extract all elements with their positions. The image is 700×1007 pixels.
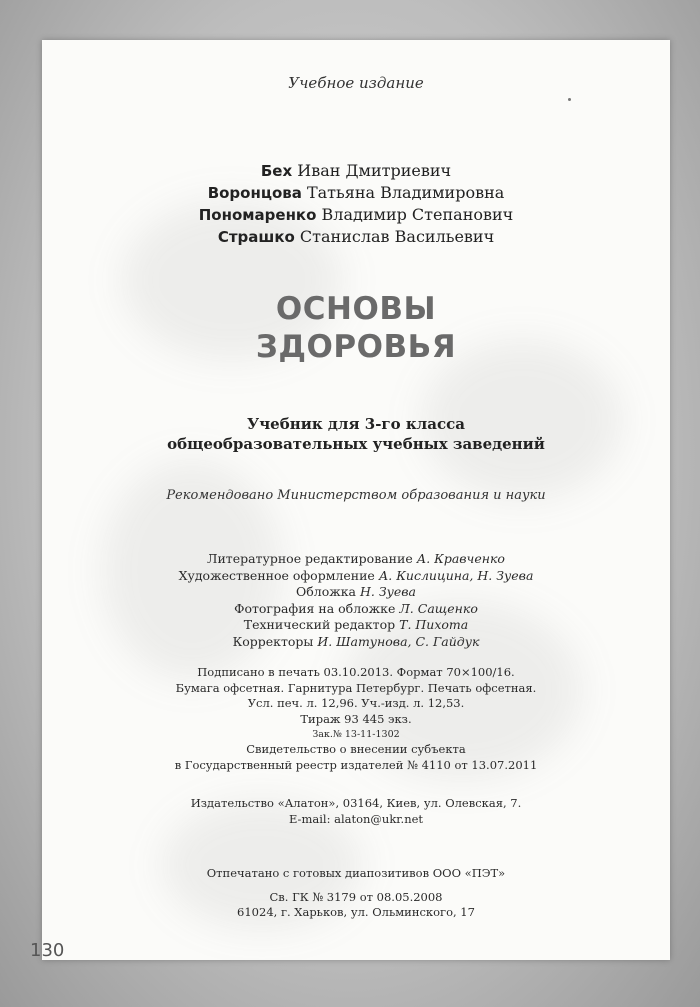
credit-line	[42, 634, 670, 651]
subtitle-line-1: Учебник для 3-го класса	[247, 415, 465, 433]
speck	[568, 98, 571, 101]
author-surname: Воронцова	[207, 184, 302, 202]
author-given-name: Владимир Степанович	[321, 205, 514, 224]
corner-page-number: 130	[30, 940, 65, 961]
authors-block	[42, 160, 670, 248]
credit-names: И. Шатунова, С. Гайдук	[317, 633, 480, 649]
author-given-name: Татьяна Владимировна	[306, 183, 505, 202]
author-given-name: Станислав Васильевич	[299, 227, 495, 246]
print-line: Усл. печ. л. 12,96. Уч.-изд. л. 12,53.	[247, 696, 465, 710]
credit-names: А. Кислицина, Н. Зуева	[378, 567, 534, 583]
credit-line	[42, 601, 670, 618]
credits-block	[42, 551, 670, 650]
credit-role: Фотография на обложке	[234, 600, 396, 616]
credit-line	[42, 568, 670, 585]
printer-license: Св. ГК № 3179 от 08.05.2008	[269, 889, 443, 904]
certificate-line: Свидетельство о внесении субъекта	[246, 742, 466, 756]
print-info	[42, 665, 670, 743]
credit-role: Обложка	[295, 584, 356, 599]
credit-role: Корректоры	[232, 633, 314, 649]
publisher-certificate	[42, 742, 670, 773]
subtitle-line-2: общеобразовательных учебных заведений	[167, 435, 545, 453]
publisher-email: E-mail: alaton@ukr.net	[288, 811, 424, 826]
credit-role: Технический редактор	[243, 617, 396, 632]
book-title	[42, 290, 670, 366]
printer-address: 61024, г. Харьков, ул. Ольминского, 17	[237, 905, 475, 919]
author-surname: Пономаренко	[198, 206, 317, 224]
printer-line: Отпечатано с готовых диапозитивов ООО «ПЭТ»	[206, 866, 506, 880]
credit-line	[42, 617, 670, 634]
author-line	[42, 226, 670, 248]
credit-names: Л. Сащенко	[399, 600, 478, 616]
book-subtitle	[42, 414, 670, 454]
imprint-page	[42, 40, 670, 960]
print-line: Подписано в печать 03.10.2013. Формат 70×100/16.	[197, 665, 515, 679]
credit-role: Литературное редактирование	[207, 551, 413, 566]
publisher-address: Издательство «Алатон», 03164, Киев, ул. Олевская, 7.	[190, 796, 522, 810]
imprint-content	[42, 40, 670, 960]
author-surname: Бех	[260, 162, 293, 180]
credit-names: Н. Зуева	[359, 584, 416, 599]
author-surname: Страшко	[217, 228, 295, 246]
print-line: Бумага офсетная. Гарнитура Петербург. Печать офсетная.	[175, 680, 537, 695]
certificate-line: в Государственный реестр издателей № 4110 от 13.07.2011	[174, 757, 538, 772]
publisher-info	[42, 796, 670, 827]
author-line	[42, 160, 670, 182]
credit-line	[42, 584, 670, 601]
order-number: Зак.№ 13-11-1302	[312, 729, 400, 740]
author-given-name: Иван Дмитриевич	[297, 161, 452, 180]
title-line-1: ОСНОВЫ	[275, 291, 437, 327]
author-line	[42, 204, 670, 226]
credit-line	[42, 551, 670, 568]
print-run: Тираж 93 445 экз.	[300, 711, 412, 726]
title-line-2: ЗДОРОВЬЯ	[255, 329, 457, 365]
credit-names: Т. Пихота	[399, 617, 469, 632]
edition-type: Учебное издание	[288, 74, 424, 92]
credit-role: Художественное оформление	[178, 567, 375, 583]
author-line	[42, 182, 670, 204]
printer-info	[42, 866, 670, 921]
ministry-recommendation: Рекомендовано Министерством образования и науки	[166, 488, 546, 503]
credit-names: А. Кравченко	[416, 551, 505, 566]
